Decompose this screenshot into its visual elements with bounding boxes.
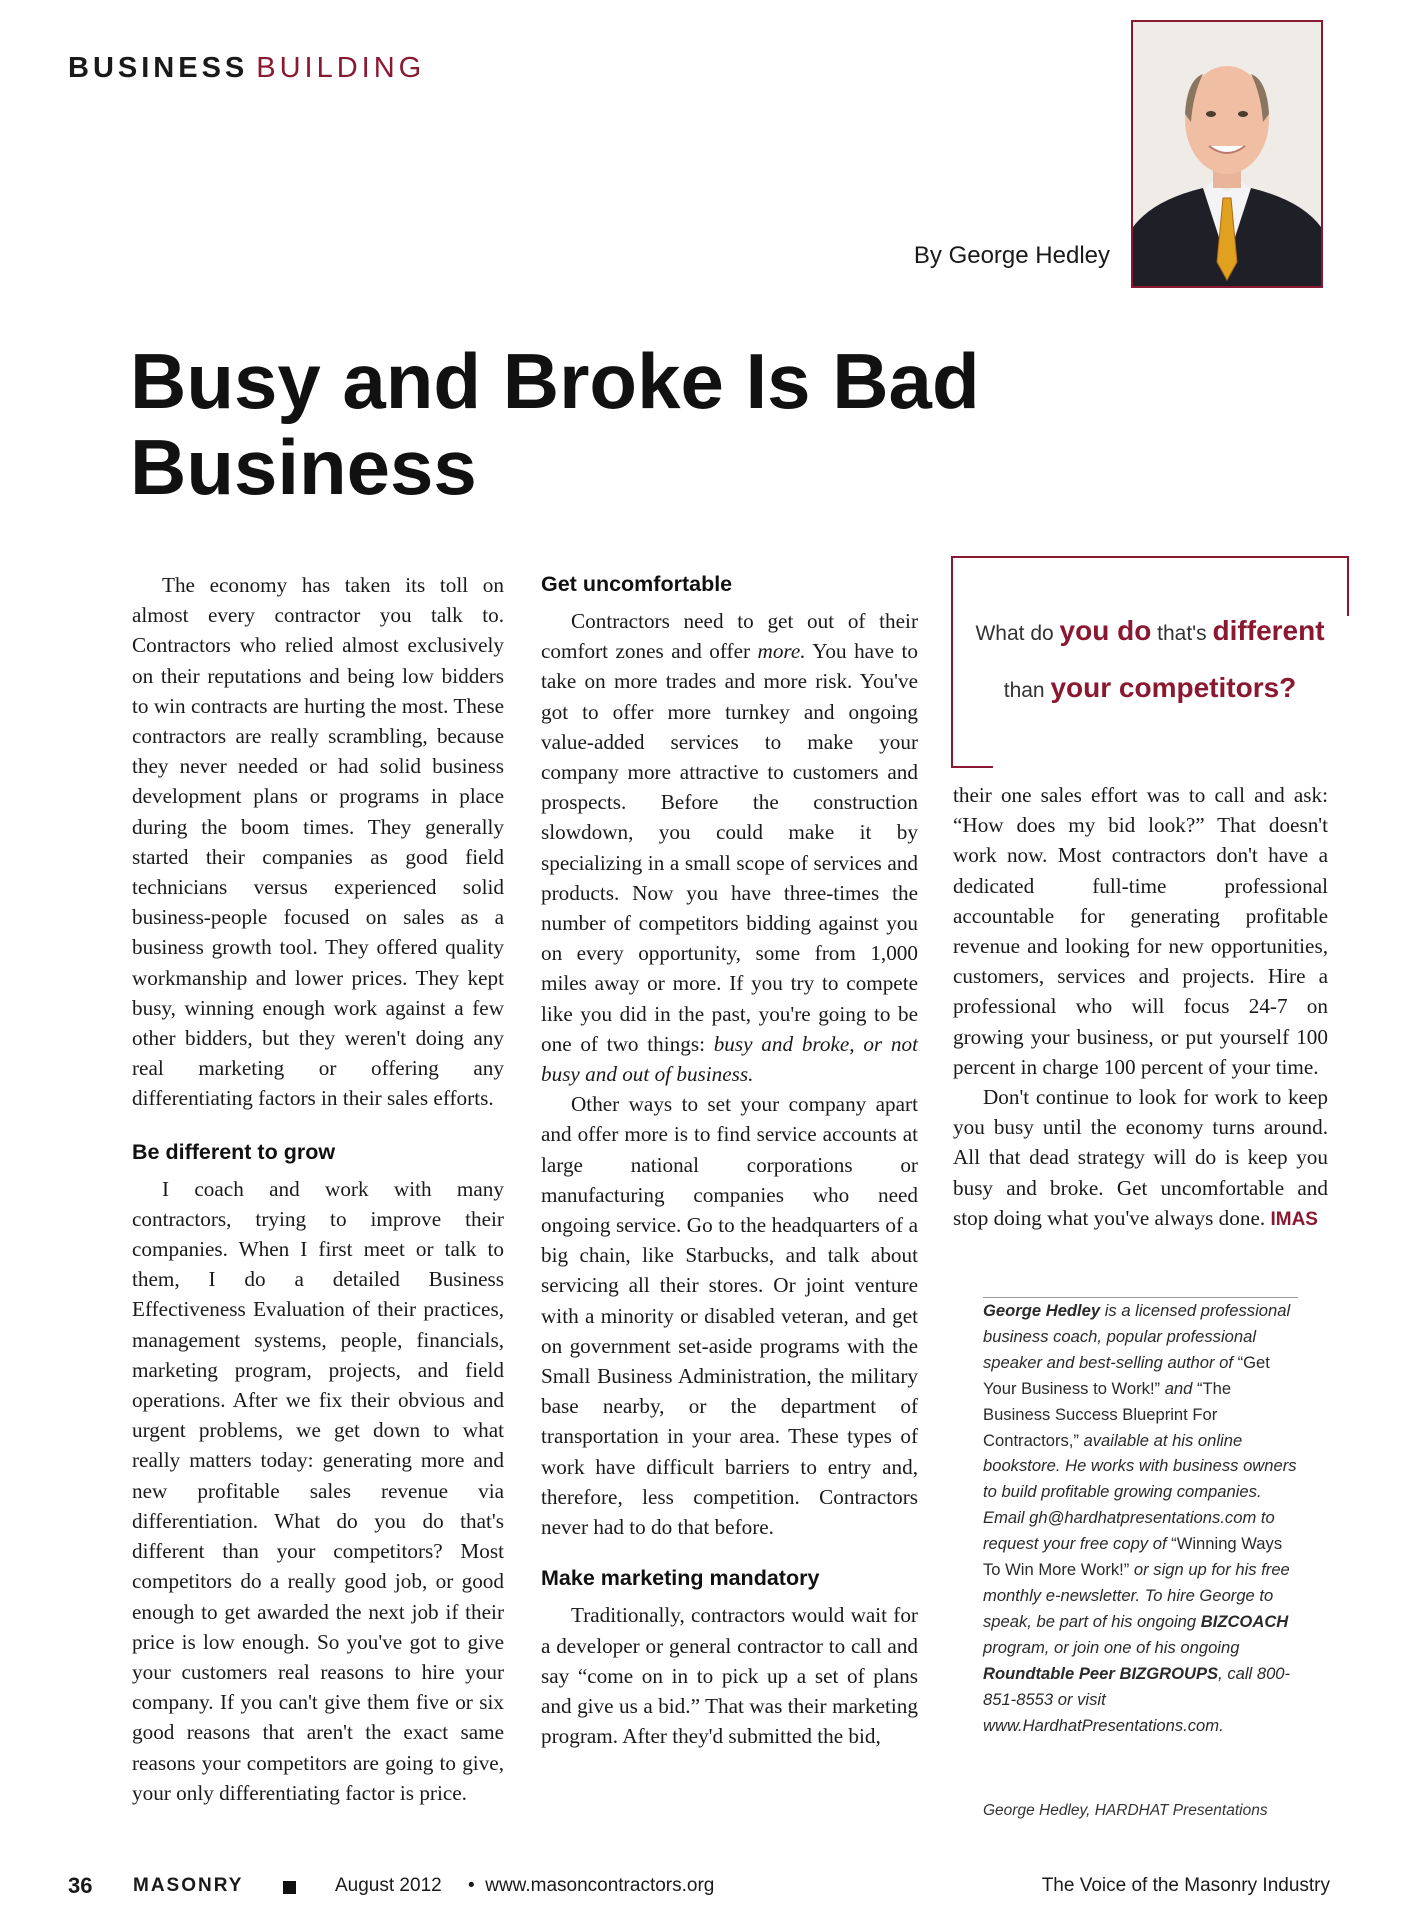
pq-word: than xyxy=(1003,679,1045,702)
subheading-get-uncomfortable: Get uncomfortable xyxy=(541,572,733,596)
pq-word: What do xyxy=(975,622,1054,645)
pq-emphasis: you do xyxy=(1059,615,1152,646)
website-url xyxy=(468,1875,714,1897)
text-run: available at his online bookstore. He works with business owners to build profitable growing companies. Email gh@hardhatpresentations.com to request your free copy of xyxy=(983,1430,1297,1554)
text-run: Don't continue to look for work to keep you busy until the economy turns around. All that dead strategy will do is keep you busy and broke. Get uncomfortable and stop doing what you've always done. xyxy=(953,1085,1328,1230)
book-title: “Winning Ways To Win More Work!” xyxy=(983,1534,1283,1580)
section-heading-word1: BUSINESS xyxy=(68,52,249,84)
paragraph xyxy=(541,606,918,1089)
text-run: program, or join one of his ongoing xyxy=(983,1637,1240,1657)
tagline: The Voice of the Masonry Industry xyxy=(1041,1875,1330,1896)
photo-credit: George Hedley, HARDHAT Presentations xyxy=(983,1802,1268,1819)
pq-emphasis: your competitors? xyxy=(1050,672,1297,703)
pq-emphasis: different xyxy=(1212,615,1325,646)
paragraph: their one sales effort was to call and ask: “How does my bid look?” That doesn't work now. Most contractors don't have a dedicated full-time professional accountable for generating profitable revenue and looking for new opportunities, customers, services and projects. Hire a professional who will focus 24-7 on growing your business, or put yourself 100 percent in charge 100 percent of your time. xyxy=(953,783,1328,1079)
subheading-be-different: Be different to grow xyxy=(132,1139,336,1164)
pq-word: that's xyxy=(1157,622,1207,645)
bio-name: George Hedley xyxy=(983,1301,1101,1320)
paragraph: I coach and work with many contractors, trying to improve their companies. When I first meet or talk to them, I do a detailed Business Effectiveness Evaluation of their practices, management systems, people, financials, marketing program, projects, and field operations. After we fix their obvious and urgent problems, we get down to what really matters today: generating more and new profitable sales revenue via differentiation. What do you do that's different than your competitors? Most competitors do a really good job, or good enough to get awarded the next job if their price is low enough. So you've got to give your customers real reasons to hire your company. If you can't give them five or six good reasons that aren't the exact same reasons your competitors are going to give, your only differentiating factor is price. xyxy=(132,1176,504,1805)
bullet-icon: • xyxy=(468,1875,475,1896)
byline: By George Hedley xyxy=(913,242,1110,269)
article-headline: Busy and Broke Is Bad Business xyxy=(130,337,980,511)
text-run: or sign up for his free monthly e-newsletter. To hire George to speak, be part of his ongoing xyxy=(983,1560,1290,1631)
paragraph: Traditionally, contractors would wait for a developer or general contractor to call and say “come on in to pick up a set of plans and give us a bid.” That was their marketing program. After they'd submitted the bid, xyxy=(541,1603,918,1749)
text-run: and xyxy=(1160,1378,1197,1398)
paragraph: The economy has taken its toll on almost every contractor you talk to. Contractors who relied almost exclusively on their reputations and being low bidders to win contracts are hurting the most. These contractors are really scrambling, because they never needed or had solid business development plans or programs in place during the boom times. They generally started their companies as good field technicians versus experienced solid business-people focused on sales as a business growth tool. They offered quality workmanship and lower prices. They kept busy, winning enough work against a few other bidders, but they weren't doing any real marketing or offering any differentiating factors in their sales efforts. xyxy=(132,573,504,1111)
paragraph xyxy=(953,1082,1328,1235)
column-1 xyxy=(132,570,504,1808)
text-run: , call 800-851-8553 or visit www.HardhatPresentations.com. xyxy=(983,1663,1291,1735)
program-name: BIZCOACH xyxy=(1200,1611,1289,1631)
text-run: Contractors need to get out of their comfort zones and offer xyxy=(541,609,918,664)
magazine-name: MASONRY xyxy=(133,1875,244,1896)
pull-quote-text xyxy=(951,604,1349,718)
section-heading xyxy=(68,52,425,85)
page-number: 36 xyxy=(68,1873,93,1898)
subheading-make-marketing-mandatory: Make marketing mandatory xyxy=(541,1566,820,1591)
url-text: www.masoncontractors.org xyxy=(485,1875,715,1896)
author-bio xyxy=(983,1298,1301,1738)
text-run: is a licensed professional business coach, popular professional speaker and best-selling author of xyxy=(983,1301,1291,1372)
emphasis: more. xyxy=(757,639,806,664)
end-mark: IMAS xyxy=(1270,1208,1318,1230)
issue-date: August 2012 xyxy=(335,1875,442,1896)
pull-quote xyxy=(951,556,1349,768)
column-2 xyxy=(541,570,918,1751)
book-title: “Get Your Business to Work!” xyxy=(983,1352,1270,1398)
section-heading-word2: BUILDING xyxy=(256,52,426,84)
square-bullet-icon xyxy=(283,1881,296,1894)
program-name: Roundtable Peer BIZGROUPS xyxy=(983,1663,1219,1683)
page-footer xyxy=(68,1873,1330,1903)
column-3 xyxy=(953,780,1328,1235)
text-run: You have to take on more trades and more risk. You've got to offer more turnkey and ongoing value-added services to make your company more attractive to customers and prospects. Before the construction slowdown, you could make it by specializing in a small scope of services and products. Now you have three-times the number of competitors bidding against you on every opportunity, some from 1,000 miles away or more. If you try to compete like you did in the past, you're going to be one of two things: xyxy=(541,639,918,1056)
author-portrait xyxy=(1131,20,1323,288)
paragraph: Other ways to set your company apart and offer more is to find service accounts at large national corporations or manufacturing companies who need ongoing service. Go to the headquarters of a big chain, like Starbucks, and talk about servicing all their stores. Or joint venture with a minority or disabled veteran, and get on government set-aside programs with the Small Business Administration, the military base nearby, or the department of transportation in your area. These types of work have difficult barriers to entry and, therefore, less competition. Contractors never had to do that before. xyxy=(541,1092,918,1540)
book-title: “The Business Success Blueprint For Contractors,” xyxy=(983,1378,1232,1450)
emphasis: busy and broke, or not busy and out of business. xyxy=(541,1031,918,1087)
